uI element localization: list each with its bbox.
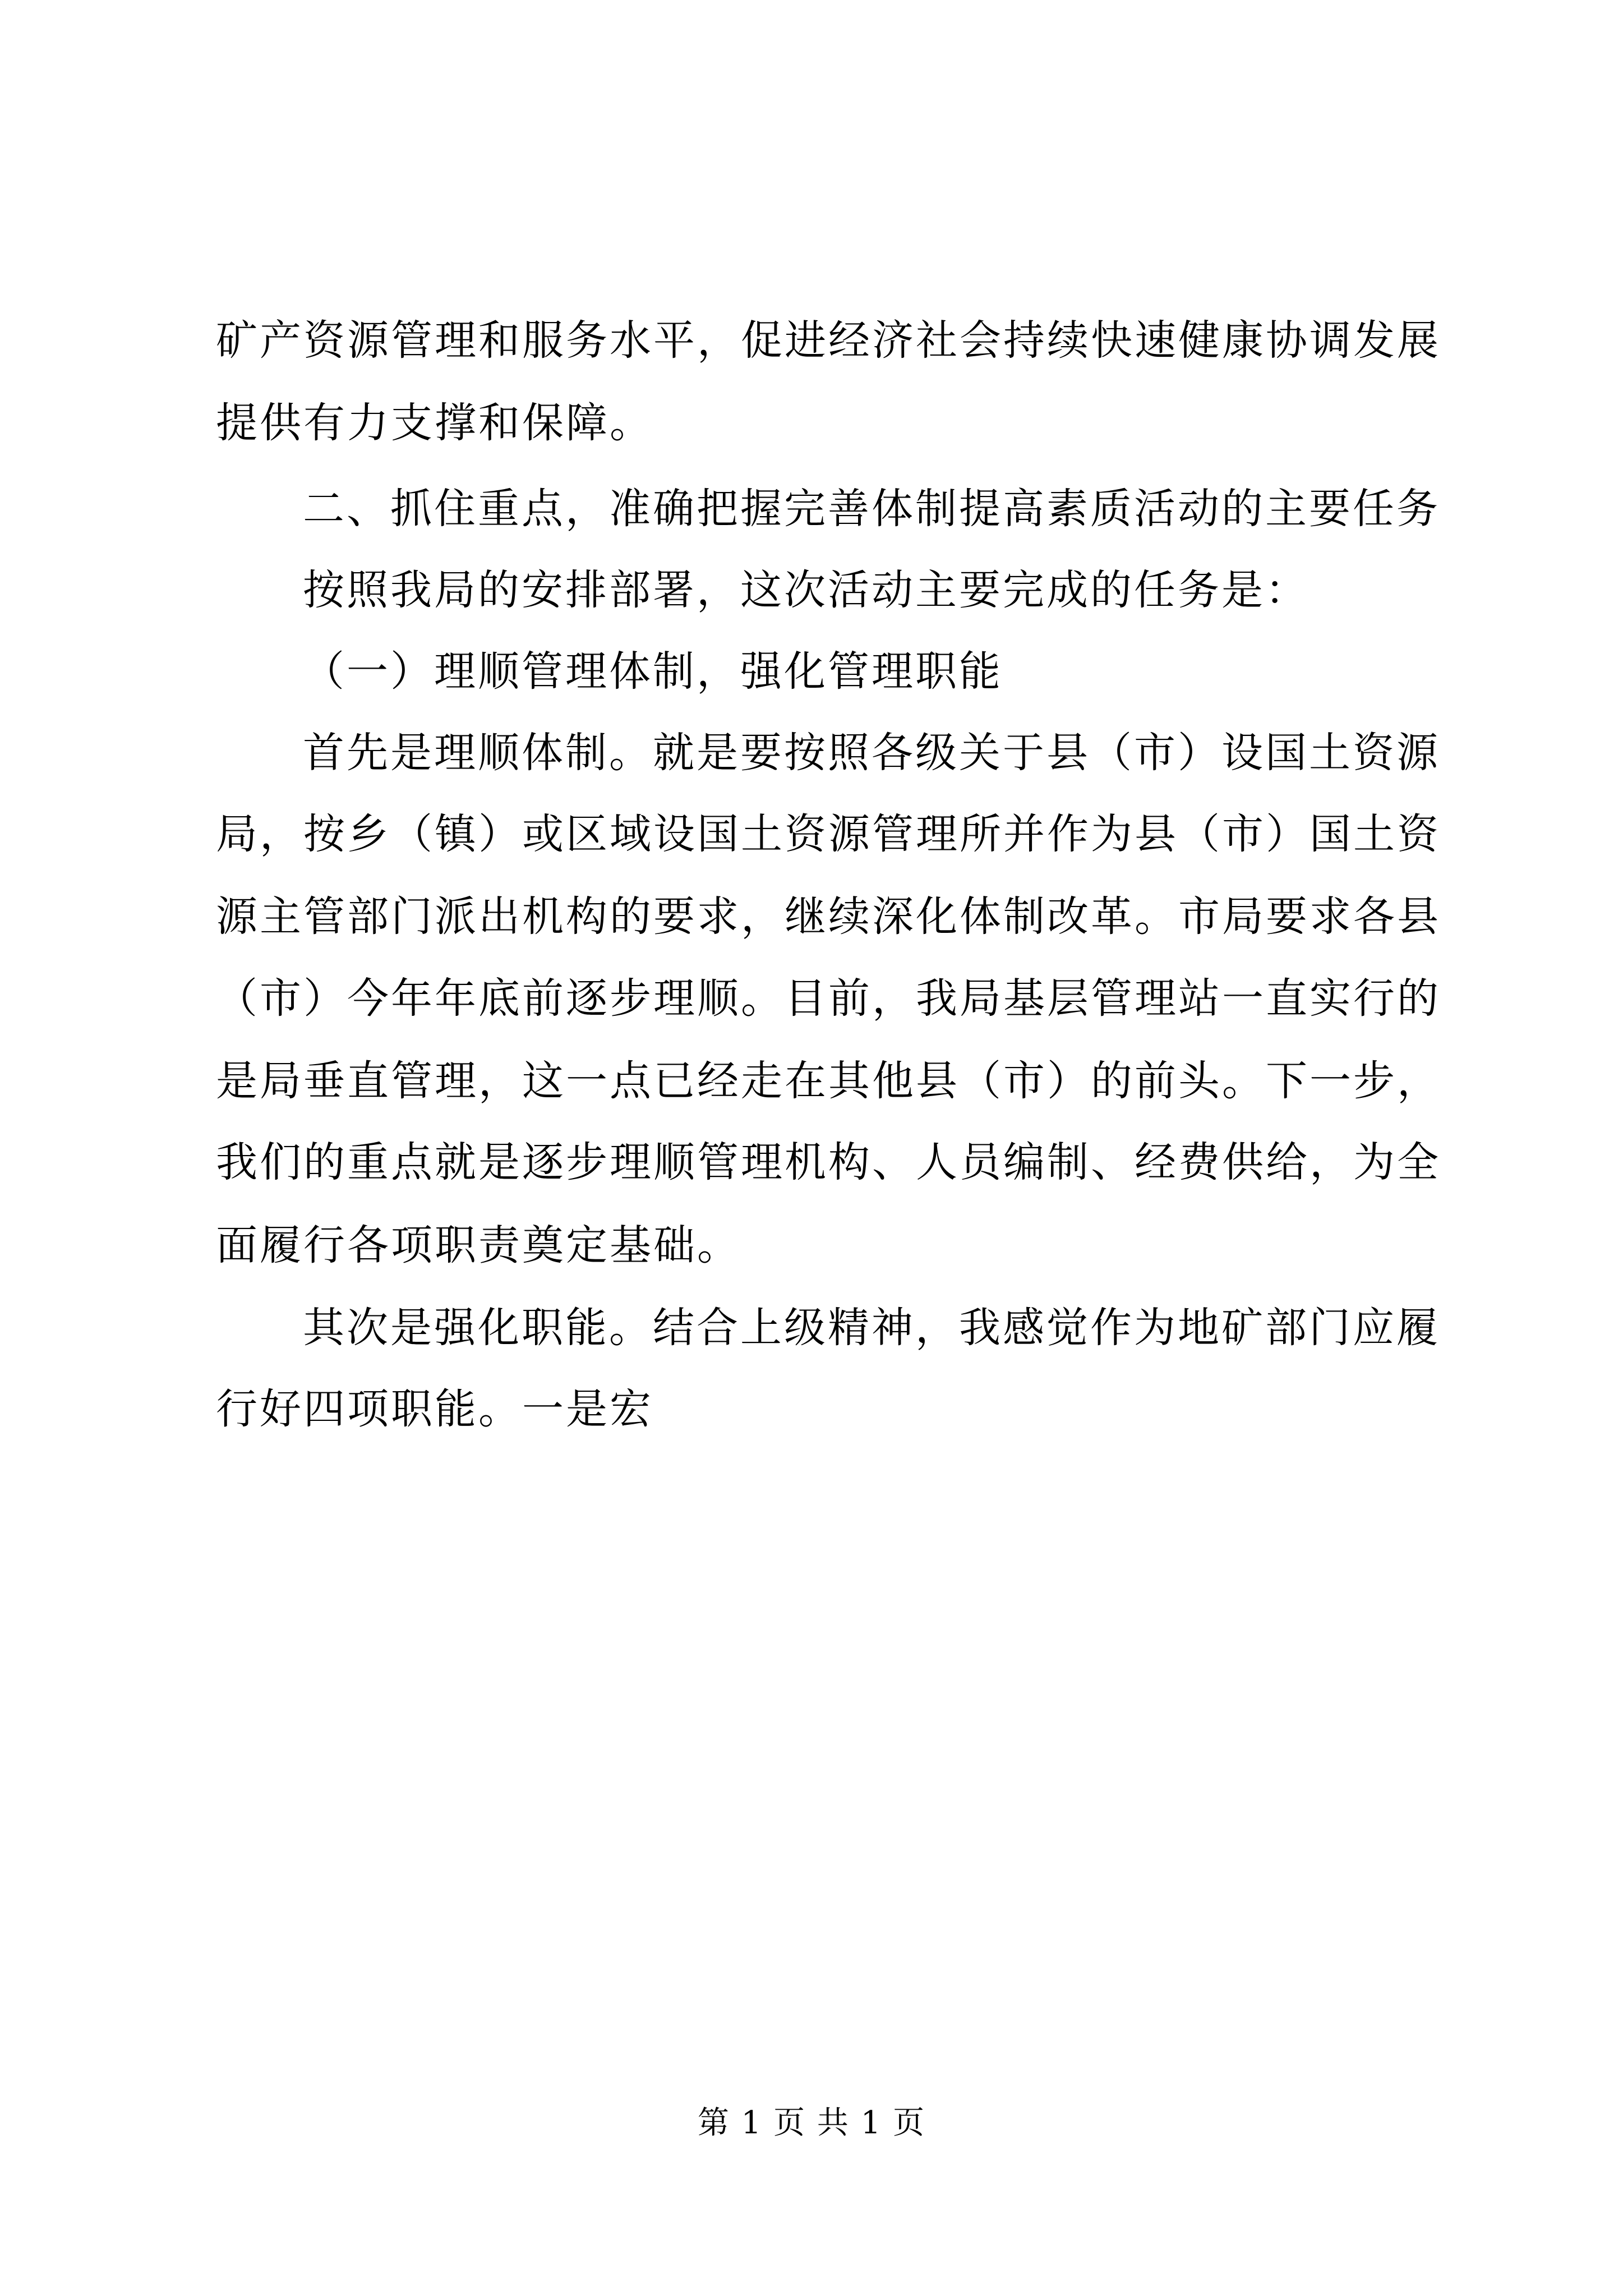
text-line: 是局垂直管理，这一点已经走在其他县（市）的前头。下一步，: [216, 1057, 1441, 1105]
text-line: （市）今年年底前逐步理顺。目前，我局基层管理站一直实行的: [216, 974, 1441, 1023]
text-line: 我们的重点就是逐步理顺管理机构、人员编制、经费供给，为全: [216, 1138, 1441, 1186]
text-line: 首先是理顺体制。就是要按照各级关于县（市）设国土资源: [303, 729, 1440, 777]
subsection-heading: （一）理顺管理体制，强化管理职能: [303, 647, 1003, 696]
text-line: 行好四项职能。一是宏: [216, 1385, 653, 1433]
page-number-label: 第 1 页 共 1 页: [697, 2105, 926, 2141]
text-line: 源主管部门派出机构的要求，继续深化体制改革。市局要求各县: [216, 892, 1441, 941]
text-line: 矿产资源管理和服务水平，促进经济社会持续快速健康协调发展: [216, 316, 1441, 365]
text-line: 局，按乡（镇）或区域设国土资源管理所并作为县（市）国土资: [216, 810, 1441, 858]
page-footer: [0, 2106, 1623, 2140]
section-heading: 二、抓住重点，准确把握完善体制提高素质活动的主要任务: [303, 485, 1440, 533]
text-line: 其次是强化职能。结合上级精神，我感觉作为地矿部门应履: [303, 1304, 1440, 1352]
text-line: 提供有力支撑和保障。: [216, 399, 653, 447]
text-line: 按照我局的安排部署，这次活动主要完成的任务是：: [303, 566, 1309, 614]
text-line: 面履行各项职责奠定基础。: [216, 1221, 741, 1269]
